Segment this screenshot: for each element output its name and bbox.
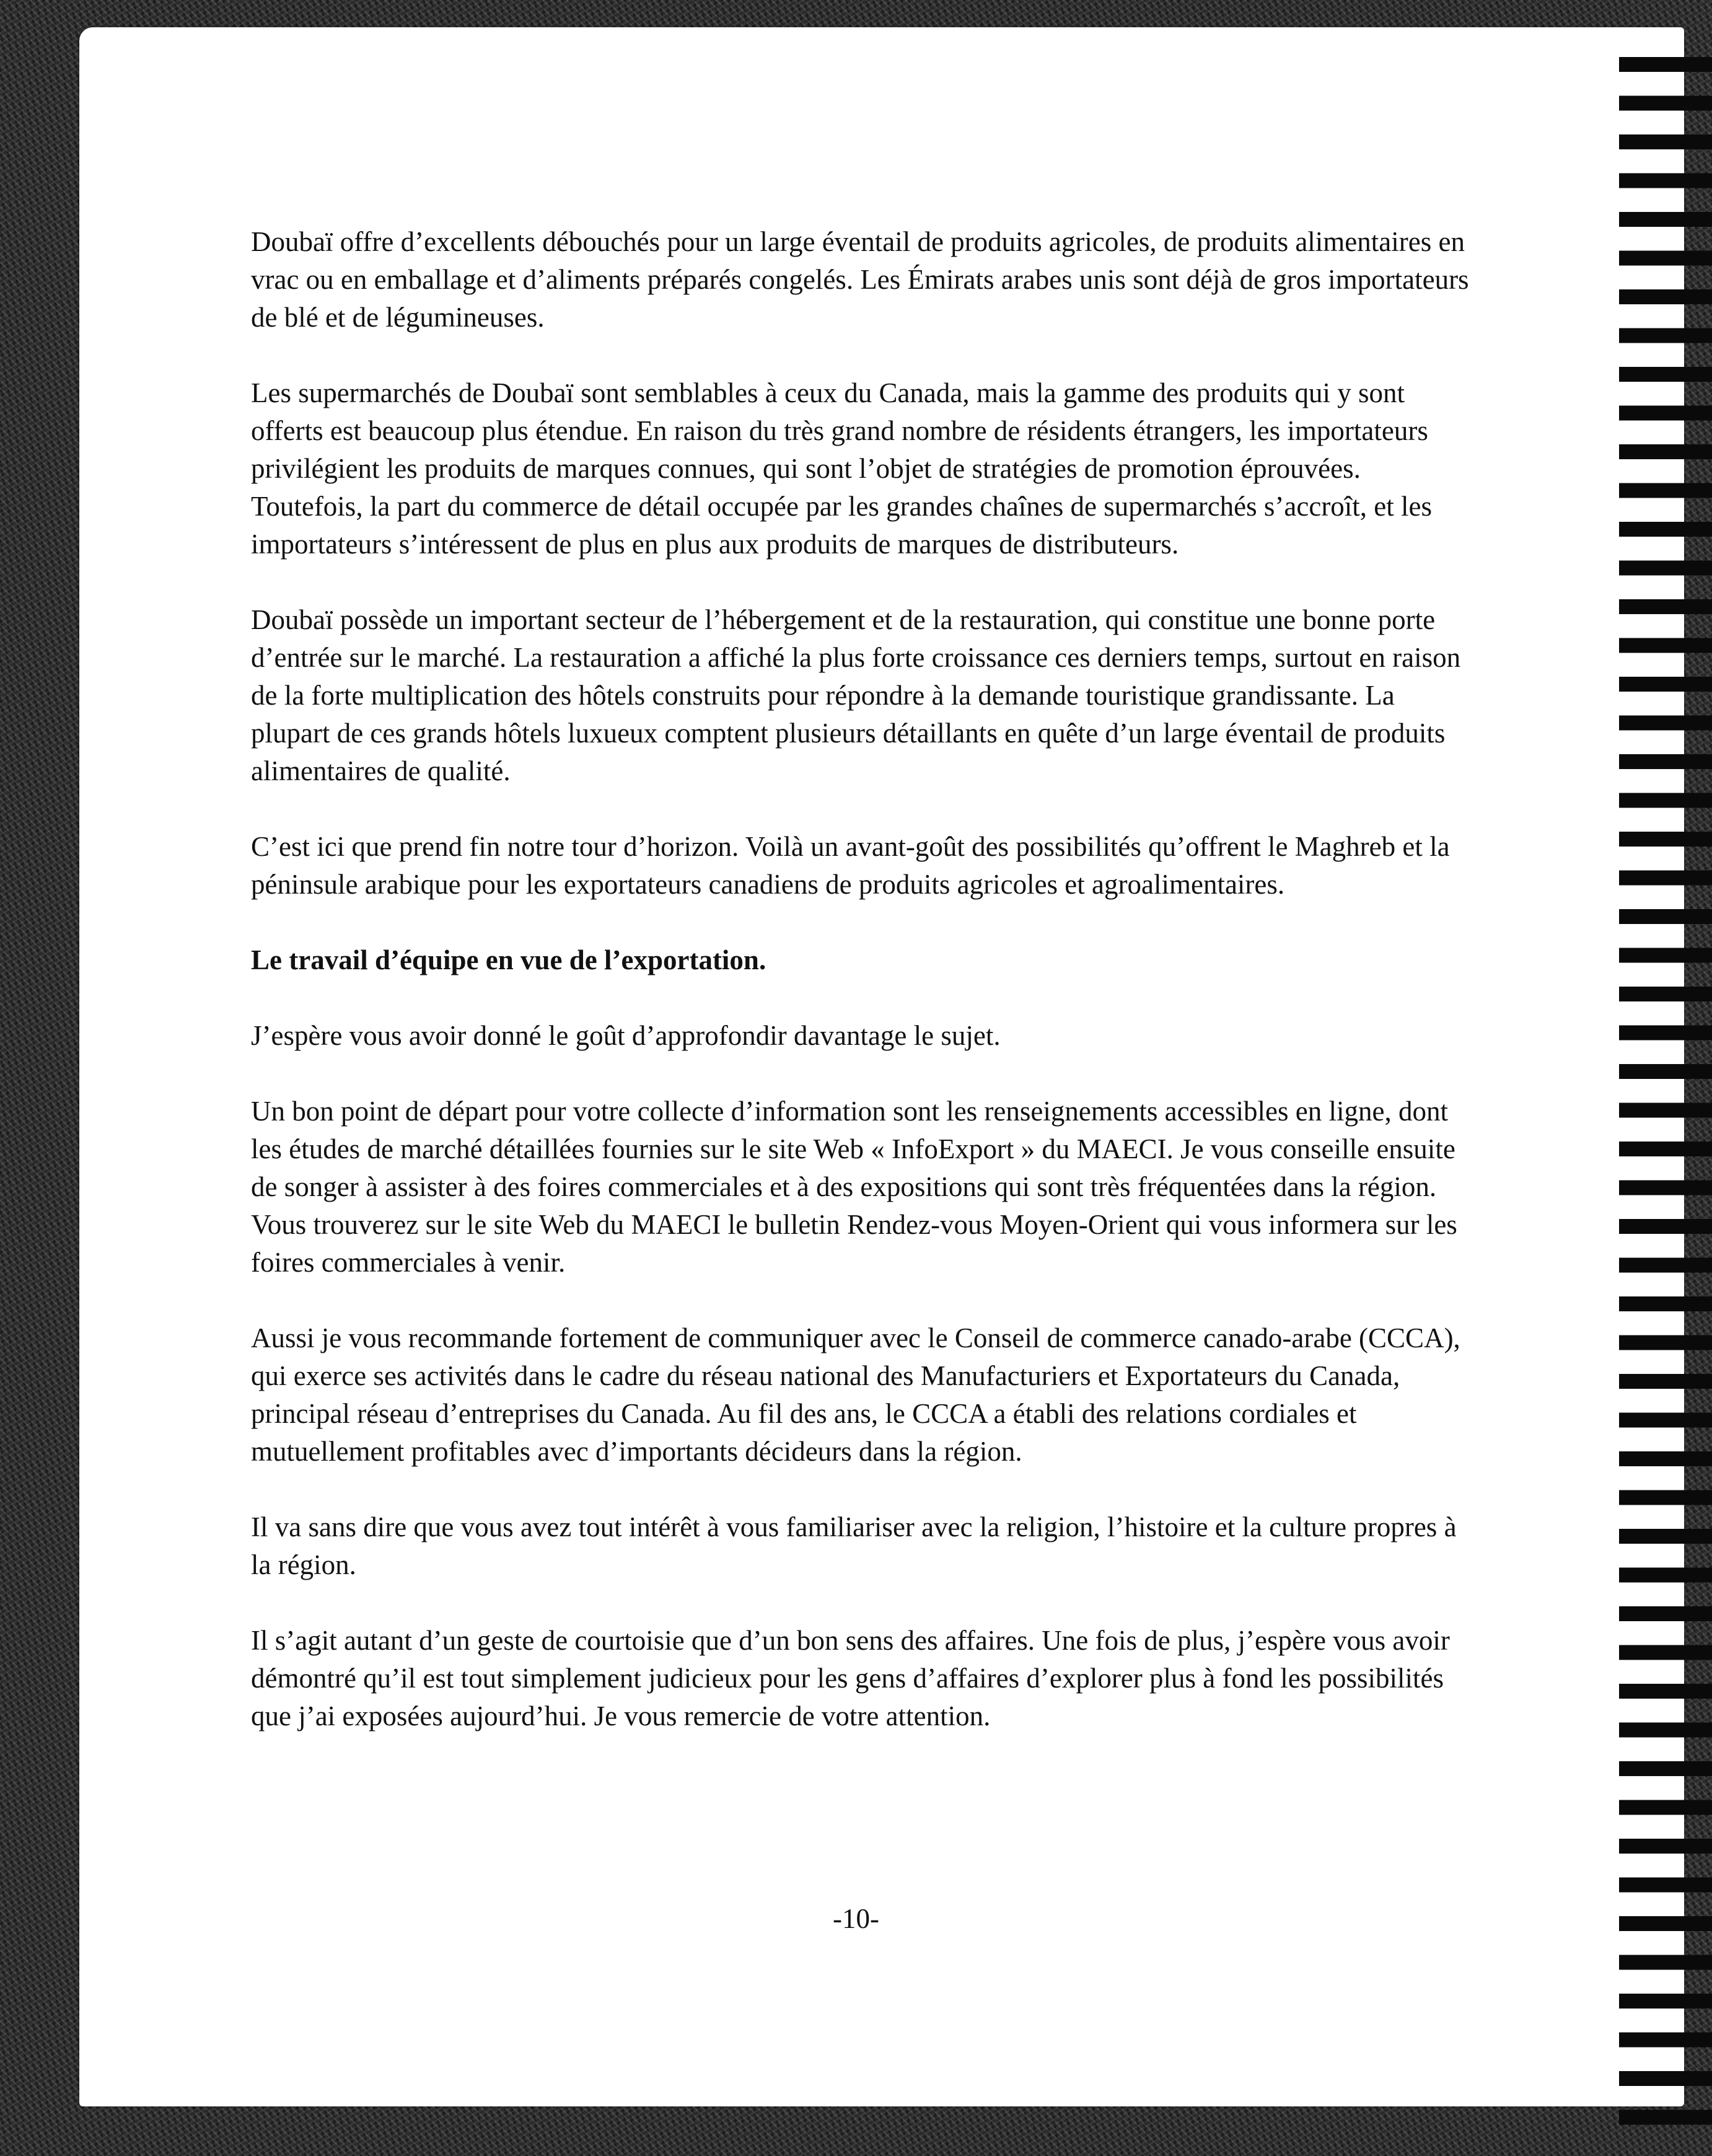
paragraph-ccca: Aussi je vous recommande fortement de communiquer avec le Conseil de commerce canado-arabe (CCCA), qui exerce ses activités dans le cadre du réseau national des Manufacturiers et Exportateurs du Canada, principal réseau d’entreprises du Canada. Au fil des ans, le CCCA a établi des relations cordiales et mutuellement profitables avec d’importants décideurs dans la région. (251, 1322, 1460, 1467)
document-body (251, 223, 1478, 1773)
paragraph-hope: J’espère vous avoir donné le goût d’approfondir davantage le sujet. (251, 1020, 1001, 1051)
paragraph-culture: Il va sans dire que vous avez tout intérêt à vous familiariser avec la religion, l’histoire et la culture propres à la région. (251, 1511, 1457, 1580)
paragraph-dubai-supermarkets: Les supermarchés de Doubaï sont semblables à ceux du Canada, mais la gamme des produits qui y sont offerts est beaucoup plus étendue. En raison du très grand nombre de résidents étrangers, les importateurs privilégient les produits de marques connues, qui sont l’objet de stratégies de promotion éprouvées. Toutefois, la part du commerce de détail occupée par les grandes chaînes de supermarchés s’accroît, et les importateurs s’intéressent de plus en plus aux produits de marques de distributeurs. (251, 377, 1433, 560)
spiral-binding (1619, 50, 1712, 2138)
paragraph-dubai-hospitality: Doubaï possède un important secteur de l’hébergement et de la restauration, qui constitue une bonne porte d’entrée sur le marché. La restauration a affiché la plus forte croissance ces derniers temps, surtout en raison de la forte multiplication des hôtels construits pour répondre à la demande touristique grandissante. La plupart de ces grands hôtels luxueux comptent plusieurs détaillants en quête d’un large éventail de produits alimentaires de qualité. (251, 604, 1461, 786)
section-heading: Le travail d’équipe en vue de l’exportation. (251, 944, 766, 975)
paragraph-online-resources: Un bon point de départ pour votre collecte d’information sont les renseignements accessibles en ligne, dont les études de marché détaillées fournies sur le site Web « InfoExport » du MAECI. Je vous conseille ensuite de songer à assister à des foires commerciales et à des expositions qui sont très fréquentées dans la région. Vous trouverez sur le site Web du MAECI le bulletin Rendez-vous Moyen-Orient qui vous informera sur les foires commerciales à venir. (251, 1096, 1457, 1278)
paragraph-dubai-opportunities: Doubaï offre d’excellents débouchés pour un large éventail de produits agricoles, de produits alimentaires en vrac ou en emballage et d’aliments préparés congelés. Les Émirats arabes unis sont déjà de gros importateurs de blé et de légumineuses. (251, 226, 1469, 333)
paragraph-closing: Il s’agit autant d’un geste de courtoisie que d’un bon sens des affaires. Une fois de plus, j’espère vous avoir démontré qu’il est tout simplement judicieux pour les gens d’affaires d’explorer plus à fond les possibilités que j’ai exposées aujourd’hui. Je vous remercie de votre attention. (251, 1625, 1450, 1731)
paragraph-tour-conclusion: C’est ici que prend fin notre tour d’horizon. Voilà un avant-goût des possibilités qu’offrent le Maghreb et la péninsule arabique pour les exportateurs canadiens de produits agricoles et agroalimentaires. (251, 831, 1450, 900)
page-number: -10- (833, 1903, 879, 1934)
